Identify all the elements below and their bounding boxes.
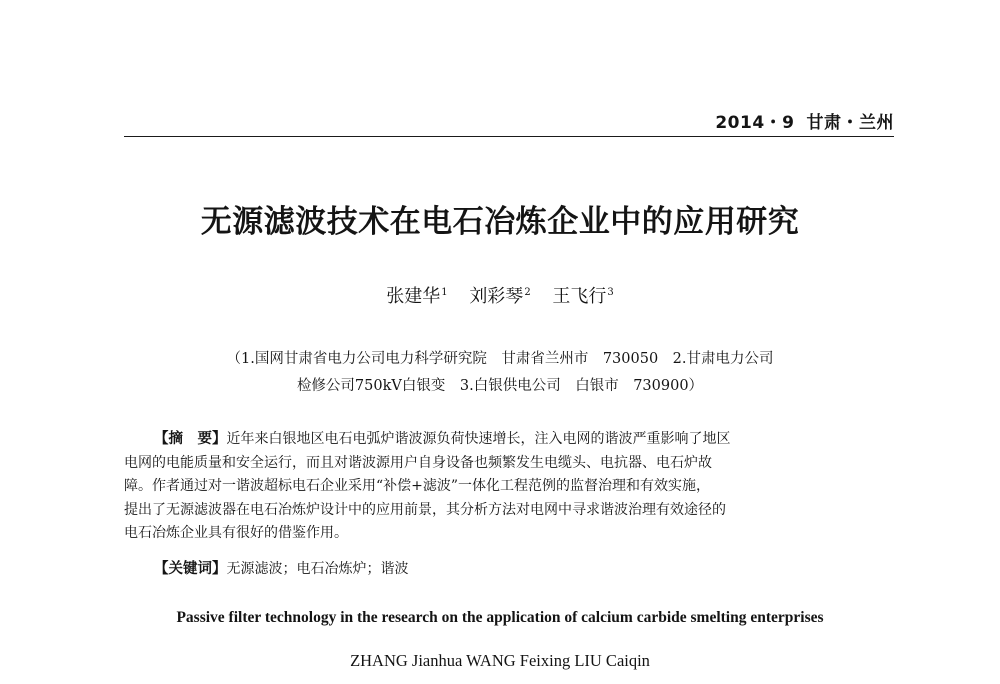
english-title: Passive filter technology in the research on the application of calcium carbide smelting enterprises	[176, 609, 824, 626]
abstract-label: 【摘 要】	[154, 431, 227, 447]
keywords-label: 【关键词】	[154, 561, 227, 577]
english-authors: ZHANG Jianhua WANG Feixing LIU Caiqin	[350, 651, 650, 670]
paper-title: 无源滤波技术在电石冶炼企业中的应用研究	[200, 204, 800, 240]
author-affil-mark: 3	[607, 287, 614, 298]
author-name: 刘彩琴	[469, 286, 524, 307]
abstract-text: 近年来白银地区电石电弧炉谐波源负荷快速增长，注入电网的谐波严重影响了地区	[226, 431, 731, 447]
author-affil-mark: 1	[441, 287, 448, 298]
author-3	[552, 286, 613, 307]
author-2	[469, 286, 530, 307]
abstract	[124, 428, 894, 546]
affiliation-line-2: 检修公司750kV白银变 3.白银供电公司 白银市 730900）	[296, 378, 704, 394]
running-head-date: 2014・9	[715, 113, 795, 133]
abstract-line-4: 提出了无源滤波器在电石冶炼炉设计中的应用前景，其分析方法对电网中寻求谐波治理有效途径的	[124, 501, 726, 518]
author-name: 张建华	[386, 286, 441, 307]
running-head-location: 甘肃・兰州	[806, 113, 894, 133]
abstract-line-1	[124, 428, 894, 452]
header-rule	[124, 136, 894, 137]
affiliation-line-1: （1.国网甘肃省电力公司电力科学研究院 甘肃省兰州市 730050 2.甘肃电力公司	[226, 351, 774, 367]
author-list	[0, 282, 1000, 308]
keywords	[154, 557, 409, 578]
author-1	[386, 286, 447, 307]
author-name: 王飞行	[552, 286, 607, 307]
abstract-line-5: 电石冶炼企业具有很好的借鉴作用。	[124, 525, 348, 541]
abstract-line-3: 障。作者通过对一谐波超标电石企业采用“补偿+滤波”一体化工程范例的监督治理和有效实施，	[124, 478, 711, 494]
running-head	[124, 108, 894, 133]
abstract-line-2: 电网的电能质量和安全运行，而且对谐波源用户自身设备也频繁发生电缆头、电抗器、电石炉故	[124, 454, 712, 471]
keywords-text: 无源滤波；电石冶炼炉；谐波	[226, 561, 409, 577]
author-affil-mark: 2	[524, 287, 531, 298]
